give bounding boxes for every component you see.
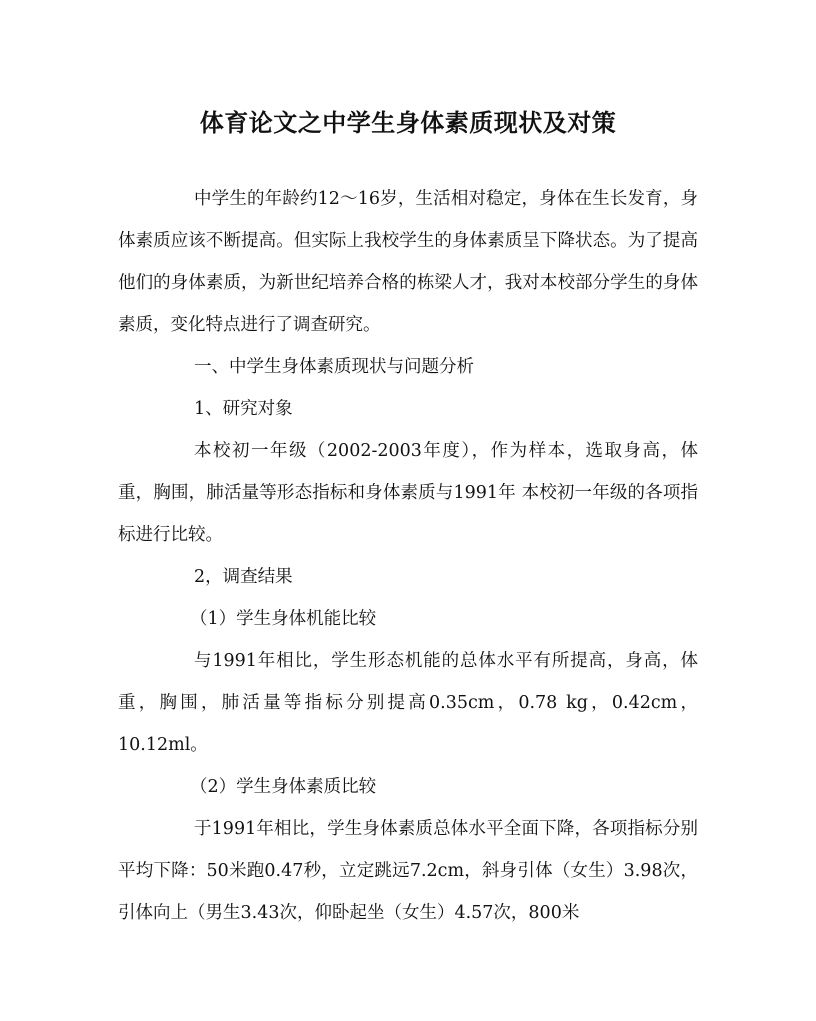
- paragraph-body-function: 与1991年相比，学生形态机能的总体水平有所提高，身高，体重，胸围，肺活量等指标分别提高0.35cm，0.78 kg，0.42cm，10.12ml。: [118, 651, 698, 755]
- paragraph-physical-fitness: 于1991年相比，学生身体素质总体水平全面下降，各项指标分别平均下降：50米跑0.47秒，立定跳远7.2cm，斜身引体（女生）3.98次，引体向上（男生3.43次，仰卧起坐（女生）4.57次，800米: [118, 819, 698, 923]
- subsection-physical-fitness: （2）学生身体素质比较: [190, 777, 377, 797]
- paragraph-intro: 中学生的年龄约12～16岁，生活相对稳定，身体在生长发育，身体素质应该不断提高。但实际上我校学生的身体素质呈下降状态。为了提高他们的身体素质，为新世纪培养合格的栋梁人才，我对本校部分学生的身体素质，变化特点进行了调查研究。: [118, 189, 698, 335]
- subsection-survey-results: 2，调查结果: [194, 567, 293, 587]
- document-title: 体育论文之中学生身体素质现状及对策: [199, 108, 617, 137]
- subsection-research-subject: 1、研究对象: [194, 399, 293, 419]
- subsection-body-function: （1）学生身体机能比较: [190, 609, 377, 629]
- section-heading-1: 一、中学生身体素质现状与问题分析: [194, 357, 474, 377]
- paragraph-research-subject: 本校初一年级（2002-2003年度），作为样本，选取身高，体重，胸围，肺活量等形态指标和身体素质与1991年 本校初一年级的各项指标进行比较。: [118, 441, 698, 545]
- document-body: [118, 178, 698, 934]
